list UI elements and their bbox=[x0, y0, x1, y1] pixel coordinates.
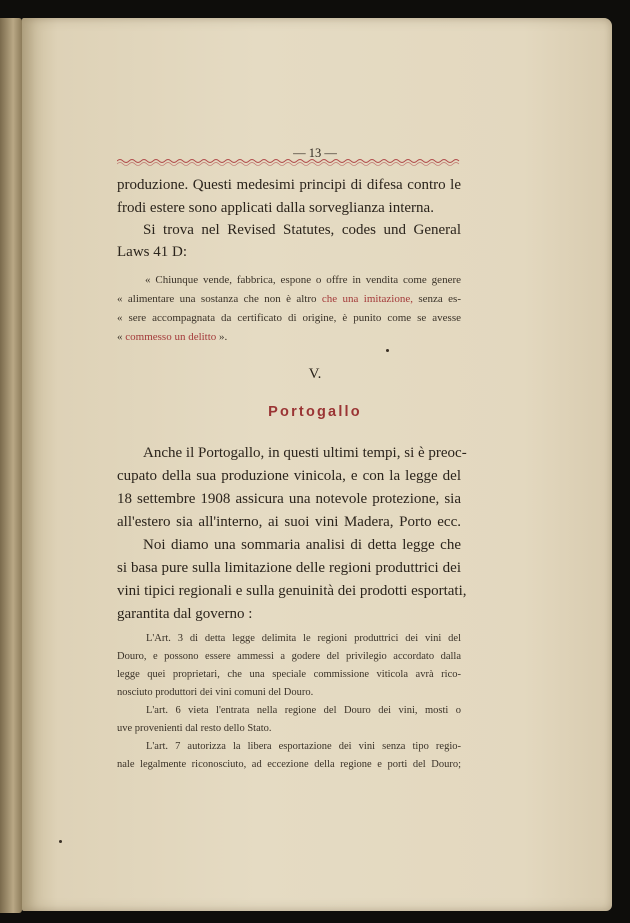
paragraph-line: Anche il Portogallo, in questi ultimi tempi, si è preoc- bbox=[143, 445, 467, 461]
section-title: Portogallo bbox=[268, 404, 362, 420]
quote-highlight: che una imitazione, bbox=[321, 293, 413, 305]
quote-highlight: commesso un delitto bbox=[125, 331, 217, 343]
paragraph-line: all'estero sia all'interno, ai suoi vini Madera, Porto ecc. bbox=[117, 514, 461, 530]
paper-speck bbox=[386, 349, 389, 352]
paragraph-line: garantita dal governo : bbox=[117, 606, 253, 622]
article-line: legge quei proprietari, che una speciale commissione viticola avrà rico- bbox=[117, 669, 461, 680]
article-line: Douro, e possono essere ammessi a godere del privilegio accordato dalla bbox=[117, 651, 461, 662]
quote-line: « alimentare una sostanza che non è altro che una imitazione, senza es- bbox=[117, 293, 461, 305]
paragraph-line: produzione. Questi medesimi principi di difesa contro le bbox=[117, 177, 461, 193]
article-line: L'art. 7 autorizza la libera esportazione dei vini senza tipo regio- bbox=[146, 741, 461, 752]
article-line: nosciuto produttori dei vini comuni del Douro. bbox=[117, 687, 314, 698]
quote-line: « Chiunque vende, fabbrica, espone o offre in vendita come genere bbox=[145, 274, 461, 286]
paper-speck bbox=[59, 840, 62, 843]
paragraph-line: vini tipici regionali e sulla genuinità dei prodotti esportati, bbox=[117, 583, 467, 599]
paragraph-line: Noi diamo una sommaria analisi di detta legge che bbox=[143, 537, 461, 553]
paragraph-line: Laws 41 D: bbox=[117, 244, 187, 260]
article-line: L'Art. 3 di detta legge delimita le regioni produttrici dei vini del bbox=[146, 633, 461, 644]
decorative-rule bbox=[117, 157, 460, 167]
page-number: — 13 — bbox=[293, 146, 337, 160]
quote-line: « sere accompagnata da certificato di origine, è punito come se avesse bbox=[117, 312, 461, 324]
paragraph-line: cupato della sua produzione vinicola, e con la legge del bbox=[117, 468, 461, 484]
article-line: nale legalmente riconosciuto, ad eccezione della regione e porti del Douro; bbox=[117, 759, 461, 770]
paragraph-line: 18 settembre 1908 assicura una notevole protezione, sia bbox=[117, 491, 461, 507]
paragraph-line: si basa pure sulla limitazione delle regioni produttrici dei bbox=[117, 560, 461, 576]
article-line: uve provenienti dal resto dello Stato. bbox=[117, 723, 272, 734]
article-line: L'art. 6 vieta l'entrata nella regione del Douro dei vini, mosti o bbox=[146, 705, 461, 716]
paragraph-line: Si trova nel Revised Statutes, codes und General bbox=[143, 222, 461, 238]
quote-line: « commesso un delitto ». bbox=[117, 331, 228, 343]
paragraph-line: frodi estere sono applicati dalla sorveglianza interna. bbox=[117, 200, 434, 216]
section-number: V. bbox=[308, 366, 322, 382]
